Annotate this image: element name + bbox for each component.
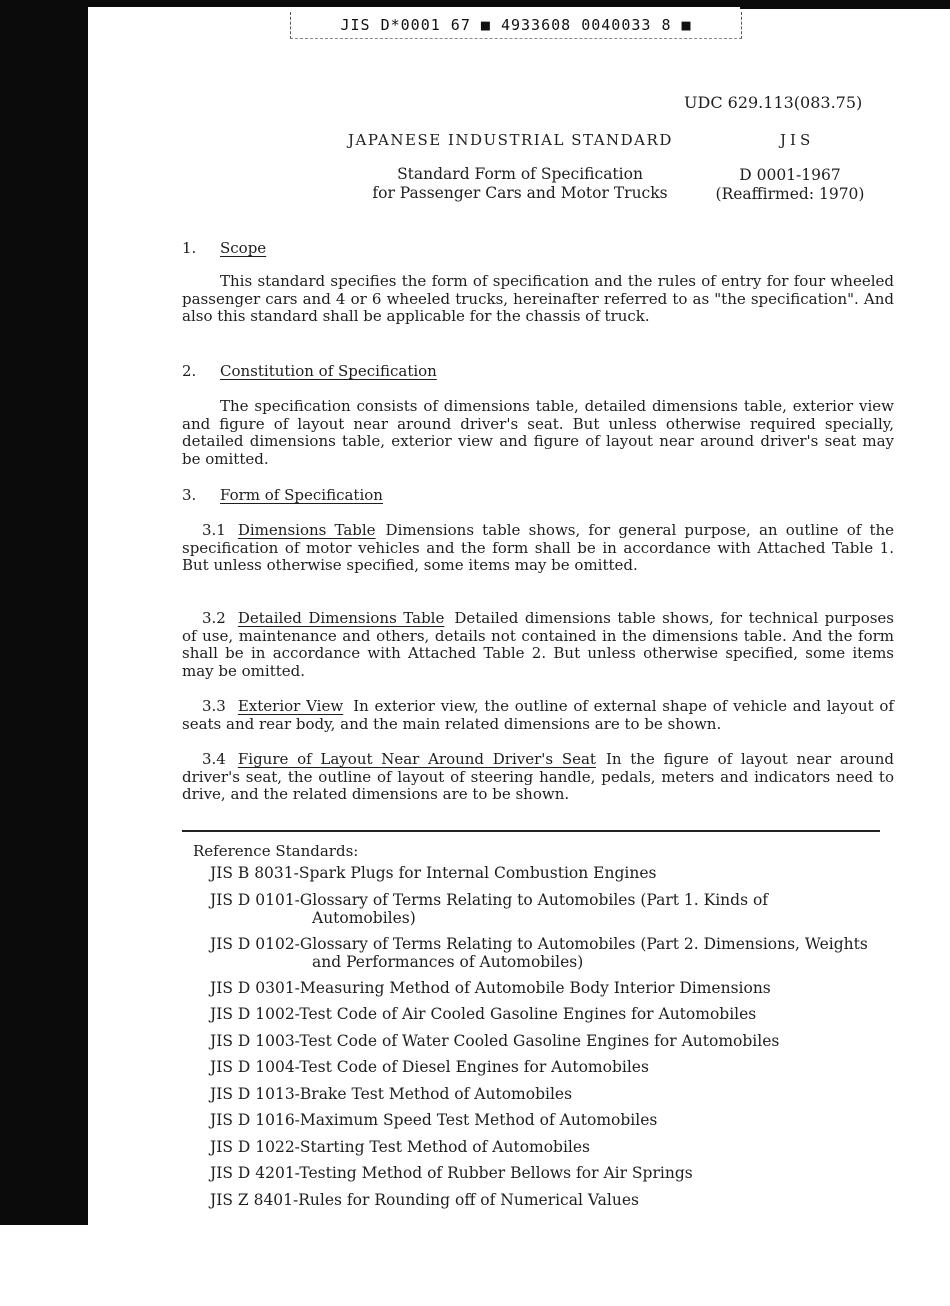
scan-border-top-right (740, 0, 950, 9)
reference-item: JIS B 8031-Spark Plugs for Internal Combustion Engines (210, 864, 657, 882)
reference-item: JIS D 0102-Glossary of Terms Relating to Automobiles (Part 2. Dimensions, Weights and Performances of Automobiles) (210, 934, 868, 971)
reference-item: JIS D 1013-Brake Test Method of Automobiles (210, 1084, 573, 1103)
subsection-text: In the figure of layout near around driver's seat, the outline of layout of steering handle, pedals, meters and indicators need to drive, and the related dimensions are to be shown. (182, 750, 894, 804)
standard-title: JAPANESE INDUSTRIAL STANDARD (348, 131, 673, 149)
jis-mark: JIS (780, 131, 815, 149)
subsection-paragraph-3-4 (182, 751, 894, 804)
section-number: 1. (182, 239, 197, 257)
udc-number: UDC 629.113(083.75) (684, 93, 863, 112)
section-heading-constitution (182, 362, 437, 380)
section-heading-scope (182, 239, 266, 257)
subsection-title: Dimensions Table (237, 521, 376, 539)
section-number: 2. (182, 362, 197, 380)
reference-item: JIS D 1016-Maximum Speed Test Method of Automobiles (210, 1111, 658, 1129)
subsection-text: In exterior view, the outline of external shape of vehicle and layout of seats and rear body, and the main related dimensions are to be shown. (182, 697, 894, 733)
doc-number-block (700, 166, 880, 204)
subsection-title: Detailed Dimensions Table (237, 609, 445, 627)
subsection-paragraph-3-1 (182, 522, 894, 575)
header-stamp-code: JIS D*0001 67 ■ 4933608 0040033 8 ■ (290, 12, 742, 39)
form-title-line1: Standard Form of Specification (397, 165, 643, 183)
reference-item: JIS D 1003-Test Code of Water Cooled Gasoline Engines for Automobiles (210, 1031, 780, 1050)
subsection-text: Dimensions table shows, for general purpose, an outline of the specification of motor vehicles and the form shall be in accordance with Attached Table 1. But unless otherwise specified, some items may be omitted. (182, 521, 895, 575)
section-title: Form of Specification (220, 486, 383, 504)
reference-item: JIS D 4201-Testing Method of Rubber Bellows for Air Springs (210, 1164, 693, 1182)
subsection-paragraph-3-2 (182, 610, 894, 680)
reference-item: JIS D 0301-Measuring Method of Automobile Body Interior Dimensions (210, 978, 771, 997)
section-number: 3. (182, 486, 197, 504)
subsection-number: 3.4 (202, 750, 226, 768)
section-paragraph-scope: This standard specifies the form of specification and the rules of entry for four wheeled passenger cars and 4 or 6 wheeled trucks, hereinafter referred to as "the specification". And also this standard shall be applicable for the chassis of truck. (182, 272, 894, 326)
subsection-title: Exterior View (237, 697, 344, 715)
section-paragraph-constitution: The specification consists of dimensions table, detailed dimensions table, exterior view and figure of layout near around driver's seat. But unless otherwise required specially, detailed dimensions table, exterior view and figure of layout near around driver's seat may be omitted. (182, 397, 894, 468)
section-title: Scope (220, 239, 267, 257)
reference-item: JIS D 1022-Starting Test Method of Automobiles (210, 1137, 591, 1156)
reference-list (210, 864, 870, 1217)
scan-border-left (0, 0, 88, 1225)
subsection-number: 3.2 (202, 609, 226, 627)
form-title (355, 165, 685, 203)
reference-item: JIS D 1002-Test Code of Air Cooled Gasoline Engines for Automobiles (210, 1005, 757, 1023)
reference-item: JIS Z 8401-Rules for Rounding off of Numerical Values (210, 1190, 639, 1209)
subsection-number: 3.1 (202, 521, 226, 539)
subsection-title: Figure of Layout Near Around Driver's Seat (237, 750, 596, 768)
form-title-line2: for Passenger Cars and Motor Trucks (372, 184, 668, 202)
subsection-text: Detailed dimensions table shows, for technical purposes of use, maintenance and others, details not contained in the dimensions table. And the form shall be in accordance with Attached Table 2. But unless otherwise specified, some items may be omitted. (182, 609, 894, 680)
reaffirmed-note: (Reaffirmed: 1970) (715, 185, 865, 203)
section-title: Constitution of Specification (220, 362, 437, 380)
section-heading-form (182, 486, 383, 504)
reference-item: JIS D 1004-Test Code of Diesel Engines for Automobiles (210, 1058, 649, 1076)
subsection-number: 3.3 (202, 697, 226, 715)
reference-item: JIS D 0101-Glossary of Terms Relating to Automobiles (Part 1. Kinds of Automobiles) (210, 890, 769, 927)
divider-rule (182, 830, 880, 832)
doc-number: D 0001-1967 (739, 166, 841, 184)
subsection-paragraph-3-3 (182, 698, 894, 733)
reference-heading: Reference Standards: (193, 842, 359, 860)
